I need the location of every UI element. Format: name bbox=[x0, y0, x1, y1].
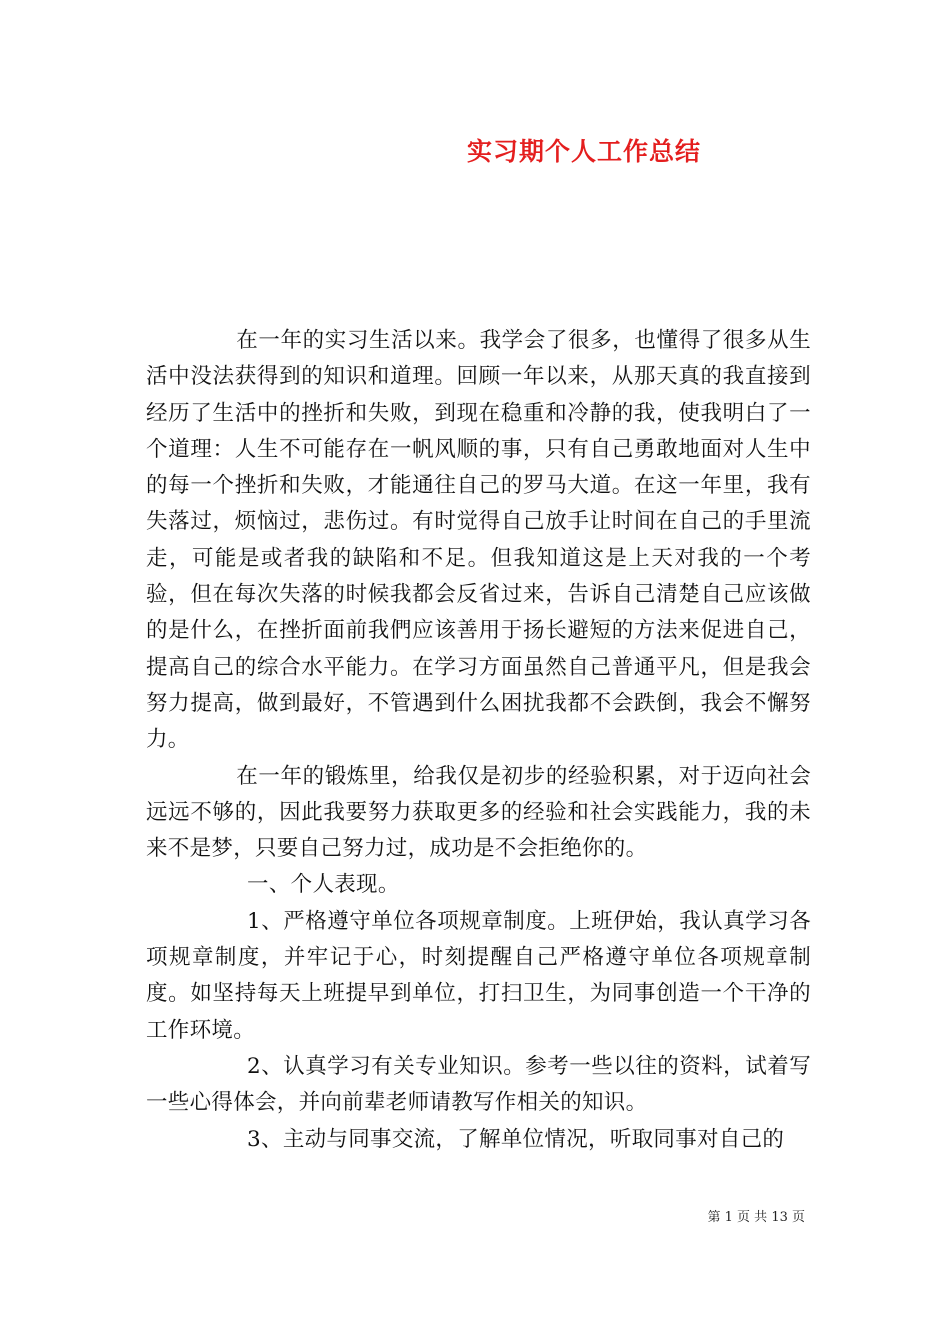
document-title: 实习期个人工作总结 bbox=[466, 137, 701, 166]
paragraph-item-2: 2、认真学习有关专业知识。参考一些以往的资料，试着写一些心得体会，并向前辈老师请教写作相关的知识。 bbox=[146, 1053, 811, 1116]
paragraph-intro: 在一年的实习生活以来。我学会了很多，也懂得了很多从生活中没法获得到的知识和道理。回顾一年以来，从那天真的我直接到经历了生活中的挫折和失败，到现在稳重和冷静的我，使我明白了一个道理：人生不可能存在一帆风顺的事，只有自己勇敢地面对人生中的每一个挫折和失败，才能通往自己的罗马大道。在这一年里，我有失落过，烦恼过，悲伤过。有时觉得自己放手让时间在自己的手里流走，可能是或者我的缺陷和不足。但我知道这是上天对我的一个考验，但在每次失落的时候我都会反省过来，告诉自己清楚自己应该做的是什么，在挫折面前我們应该善用于扬长避短的方法来促进自己，提高自己的综合水平能力。在学习方面虽然自己普通平凡，但是我会努力提高，做到最好，不管遇到什么困扰我都不会跌倒，我会不懈努力。 bbox=[146, 328, 811, 753]
paragraph-item-3: 3、主动与同事交流，了解单位情况，听取同事对自己的 bbox=[247, 1126, 785, 1152]
section-heading-personal-performance: 一、个人表现。 bbox=[247, 872, 400, 898]
paragraph-item-1: 1、严格遵守单位各项规章制度。上班伊始，我认真学习各项规章制度，并牢记于心，时刻提醒自己严格遵守单位各项规章制度。如坚持每天上班提早到单位，打扫卫生，为同事创造一个干净的工作环境。 bbox=[146, 908, 811, 1043]
document-body bbox=[146, 323, 811, 1158]
paragraph-experience: 在一年的锻炼里，给我仅是初步的经验积累，对于迈向社会远远不够的，因此我要努力获取更多的经验和社会实践能力，我的未来不是梦，只要自己努力过，成功是不会拒绝你的。 bbox=[146, 763, 811, 862]
page-number-footer: 第 1 页 共 13 页 bbox=[707, 1210, 805, 1225]
